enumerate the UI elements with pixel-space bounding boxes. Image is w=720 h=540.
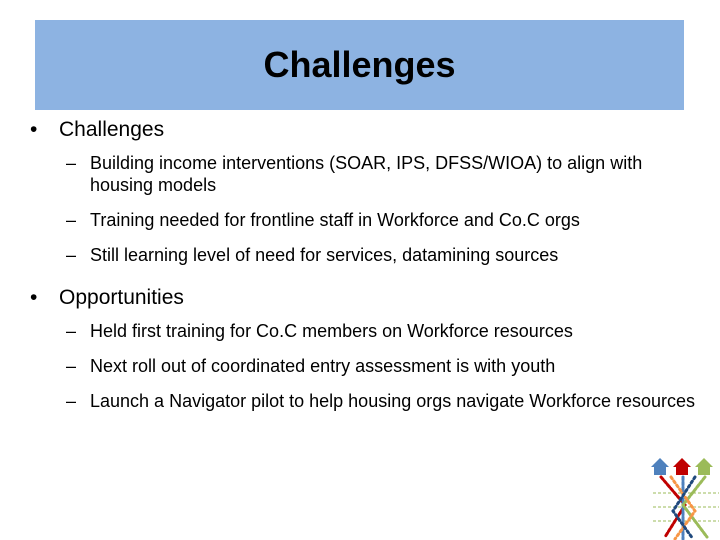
bullet-icon: •	[30, 118, 38, 141]
bullet-icon: •	[30, 286, 38, 309]
slide-body	[26, 114, 696, 422]
list-item-text: Building income interventions (SOAR, IPS, DFSS/WIOA) to align with housing models	[90, 153, 643, 195]
section-challenges	[26, 114, 696, 266]
list-item-text: Held first training for Co.C members on Workforce resources	[90, 321, 573, 341]
list-item	[26, 152, 696, 196]
sub-list	[26, 152, 696, 266]
heading-text: Challenges	[59, 118, 165, 141]
list-item	[26, 390, 696, 412]
list-item-text: Training needed for frontline staff in Workforce and Co.C orgs	[90, 210, 580, 230]
list-item-text: Launch a Navigator pilot to help housing orgs navigate Workforce resources	[90, 391, 696, 411]
dash-icon: –	[65, 391, 76, 411]
bullet-heading	[26, 282, 696, 314]
houses-logo-icon	[649, 455, 720, 540]
bullet-heading	[26, 114, 696, 146]
list-item	[26, 320, 696, 342]
dash-icon: –	[65, 210, 76, 230]
dash-icon: –	[65, 153, 76, 173]
slide-title: Challenges	[263, 44, 456, 85]
list-item-text: Still learning level of need for services, datamining sources	[90, 245, 559, 265]
dash-icon: –	[65, 245, 76, 265]
title-banner	[35, 20, 684, 110]
dash-icon: –	[65, 321, 76, 341]
list-item	[26, 209, 696, 231]
sub-list	[26, 320, 696, 412]
section-opportunities	[26, 282, 696, 412]
dash-icon: –	[65, 356, 76, 376]
heading-text: Opportunities	[59, 286, 184, 309]
list-item-text: Next roll out of coordinated entry assessment is with youth	[90, 356, 556, 376]
list-item	[26, 244, 696, 266]
list-item	[26, 355, 696, 377]
